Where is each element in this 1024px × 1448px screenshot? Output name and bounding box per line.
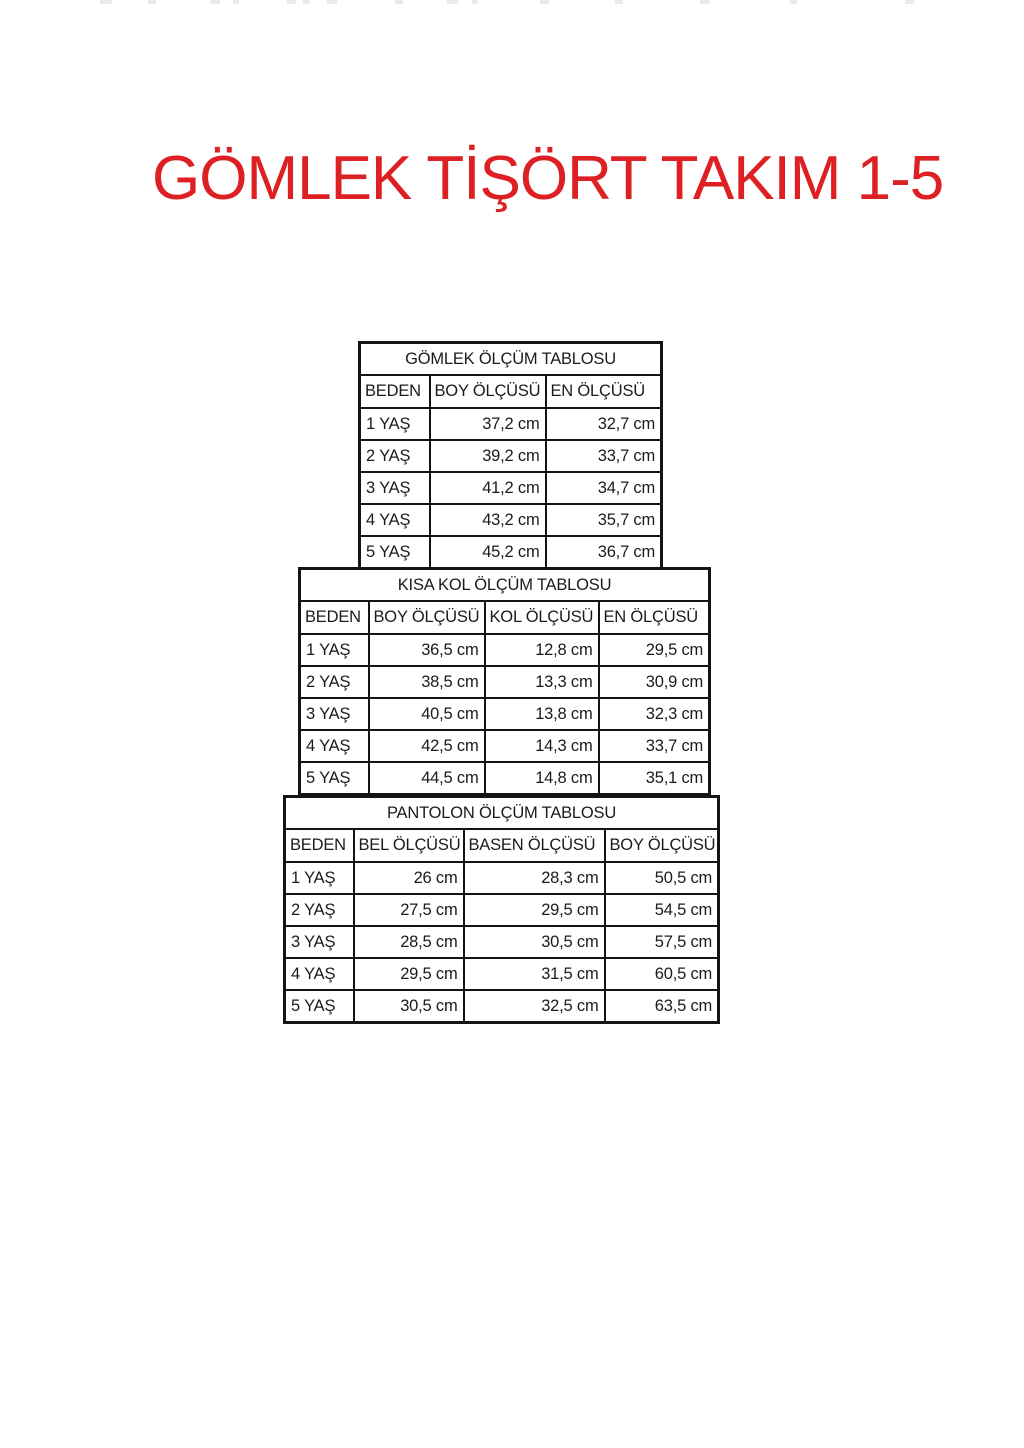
measurement-value: 40,5 cm [369, 698, 485, 730]
measurement-value: 36,7 cm [546, 536, 662, 569]
measurement-value: 44,5 cm [369, 762, 485, 795]
measurement-value: 34,7 cm [546, 472, 662, 504]
size-label: 2 YAŞ [285, 894, 354, 926]
table-title: GÖMLEK ÖLÇÜM TABLOSU [360, 343, 662, 376]
table-row [285, 958, 719, 990]
size-label: 2 YAŞ [300, 666, 369, 698]
measurement-value: 32,7 cm [546, 408, 662, 440]
measurement-value: 35,1 cm [599, 762, 710, 795]
measurement-value: 32,5 cm [464, 990, 605, 1023]
size-label: 4 YAŞ [300, 730, 369, 762]
measurement-value: 27,5 cm [354, 894, 464, 926]
measurement-value: 33,7 cm [546, 440, 662, 472]
measurement-value: 43,2 cm [430, 504, 546, 536]
measurement-value: 28,5 cm [354, 926, 464, 958]
gomlek-size-table [358, 341, 663, 570]
table-row [360, 536, 662, 569]
size-label: 5 YAŞ [300, 762, 369, 795]
measurement-value: 14,3 cm [485, 730, 599, 762]
measurement-value: 42,5 cm [369, 730, 485, 762]
table-row [285, 894, 719, 926]
table-row [300, 730, 710, 762]
measurement-value: 39,2 cm [430, 440, 546, 472]
table-row [300, 762, 710, 795]
table-row [300, 634, 710, 666]
measurement-value: 13,8 cm [485, 698, 599, 730]
measurement-value: 29,5 cm [599, 634, 710, 666]
measurement-value: 60,5 cm [605, 958, 719, 990]
scan-artifacts [0, 0, 1024, 8]
table-title: PANTOLON ÖLÇÜM TABLOSU [285, 797, 719, 830]
table-row [285, 926, 719, 958]
table-row [360, 440, 662, 472]
table-row [285, 990, 719, 1023]
measurement-value: 38,5 cm [369, 666, 485, 698]
column-header: KOL ÖLÇÜSÜ [485, 601, 599, 634]
size-label: 5 YAŞ [360, 536, 430, 569]
measurement-value: 30,5 cm [354, 990, 464, 1023]
table-row [360, 408, 662, 440]
size-label: 3 YAŞ [360, 472, 430, 504]
size-label: 3 YAŞ [300, 698, 369, 730]
measurement-value: 32,3 cm [599, 698, 710, 730]
pantolon-size-table [283, 795, 720, 1024]
measurement-value: 33,7 cm [599, 730, 710, 762]
measurement-value: 31,5 cm [464, 958, 605, 990]
measurement-value: 45,2 cm [430, 536, 546, 569]
column-header: BOY ÖLÇÜSÜ [430, 375, 546, 408]
size-label: 2 YAŞ [360, 440, 430, 472]
measurement-value: 41,2 cm [430, 472, 546, 504]
table-row [300, 698, 710, 730]
column-header: BOY ÖLÇÜSÜ [605, 829, 719, 862]
measurement-value: 29,5 cm [464, 894, 605, 926]
table-row [300, 666, 710, 698]
page-title: GÖMLEK TİŞÖRT TAKIM 1-5 [152, 144, 944, 213]
measurement-value: 12,8 cm [485, 634, 599, 666]
measurement-value: 30,5 cm [464, 926, 605, 958]
column-header: EN ÖLÇÜSÜ [546, 375, 662, 408]
measurement-value: 29,5 cm [354, 958, 464, 990]
measurement-value: 26 cm [354, 862, 464, 894]
table-row [360, 504, 662, 536]
measurement-value: 36,5 cm [369, 634, 485, 666]
measurement-value: 50,5 cm [605, 862, 719, 894]
column-header: BEDEN [300, 601, 369, 634]
measurement-value: 37,2 cm [430, 408, 546, 440]
column-header: BEDEN [285, 829, 354, 862]
column-header: EN ÖLÇÜSÜ [599, 601, 710, 634]
measurement-value: 28,3 cm [464, 862, 605, 894]
table-row [285, 862, 719, 894]
measurement-value: 57,5 cm [605, 926, 719, 958]
size-label: 4 YAŞ [360, 504, 430, 536]
column-header: BEDEN [360, 375, 430, 408]
size-label: 4 YAŞ [285, 958, 354, 990]
column-header: BOY ÖLÇÜSÜ [369, 601, 485, 634]
size-label: 5 YAŞ [285, 990, 354, 1023]
measurement-value: 30,9 cm [599, 666, 710, 698]
column-header: BEL ÖLÇÜSÜ [354, 829, 464, 862]
table-title: KISA KOL ÖLÇÜM TABLOSU [300, 569, 710, 602]
measurement-value: 63,5 cm [605, 990, 719, 1023]
measurement-value: 13,3 cm [485, 666, 599, 698]
size-label: 3 YAŞ [285, 926, 354, 958]
size-label: 1 YAŞ [360, 408, 430, 440]
size-label: 1 YAŞ [300, 634, 369, 666]
size-label: 1 YAŞ [285, 862, 354, 894]
measurement-value: 14,8 cm [485, 762, 599, 795]
column-header: BASEN ÖLÇÜSÜ [464, 829, 605, 862]
kisa-kol-size-table [298, 567, 711, 796]
measurement-value: 54,5 cm [605, 894, 719, 926]
table-row [360, 472, 662, 504]
measurement-value: 35,7 cm [546, 504, 662, 536]
